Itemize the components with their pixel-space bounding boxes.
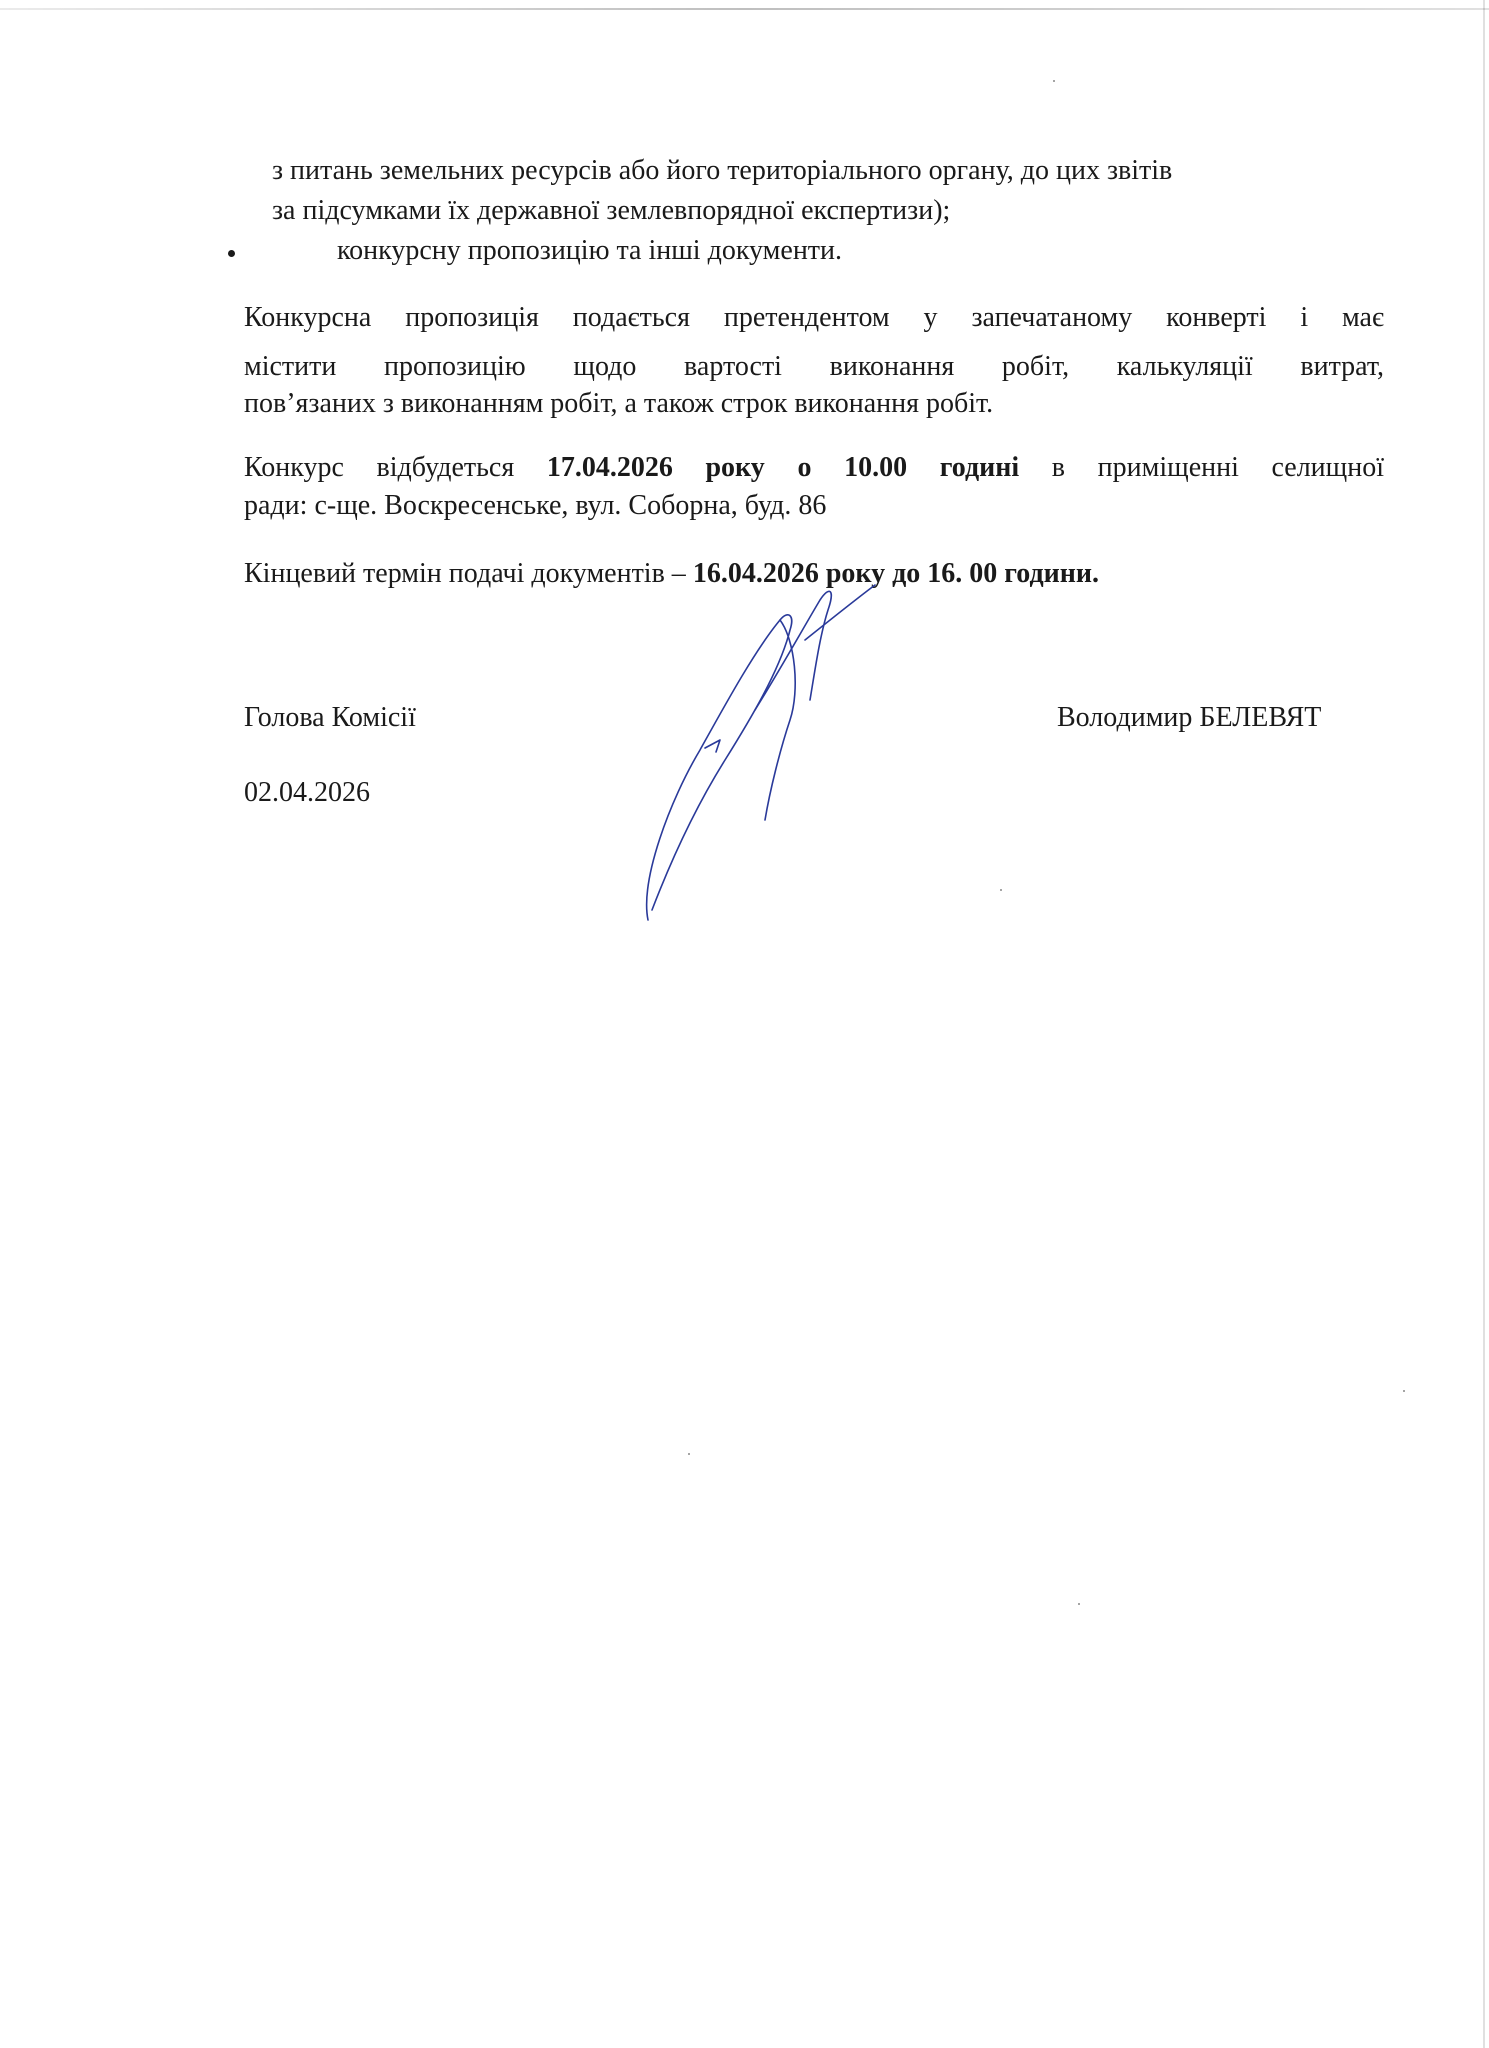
list-continuation-line-1: з питань земельних ресурсів або його територіального органу, до цих звітів — [272, 155, 1173, 186]
scan-speck — [1078, 1603, 1080, 1605]
deadline-datetime: 16.04.2026 року до 16. 00 години. — [692, 558, 1100, 589]
signatory-title: Голова Комісії — [244, 702, 416, 733]
contest-datetime: 17.04.2026 року о 10.00 годині — [546, 452, 1020, 483]
contest-suffix: в приміщенні селищної — [1019, 452, 1384, 483]
proposal-line-3: пов’язаних з виконанням робіт, а також строк виконання робіт. — [244, 388, 994, 419]
handwritten-signature — [630, 580, 930, 940]
scan-speck — [1403, 1390, 1405, 1392]
deadline-prefix: Кінцевий термін подачі документів – — [244, 558, 693, 589]
document-date: 02.04.2026 — [244, 777, 370, 808]
bullet-icon — [228, 250, 235, 257]
contest-line-1 — [244, 448, 1384, 488]
list-continuation-line-2: за підсумками їх державної землевпорядної експертизи); — [272, 195, 951, 226]
signatory-name: Володимир БЕЛЕВЯТ — [1057, 702, 1322, 733]
scan-speck — [1053, 80, 1055, 82]
bullet-item-text: конкурсну пропозицію та інші документи. — [337, 235, 843, 266]
scan-speck — [688, 1453, 690, 1455]
scan-speck — [1000, 889, 1002, 891]
contest-line-2: ради: с-ще. Воскресенське, вул. Соборна, буд. 86 — [244, 490, 827, 521]
proposal-line-2: містити пропозицію щодо вартості виконання робіт, калькуляції витрат, — [244, 351, 1384, 382]
contest-prefix: Конкурс відбудеться — [244, 452, 547, 483]
proposal-line-1: Конкурсна пропозиція подається претендентом у запечатаному конверті і має — [244, 302, 1384, 333]
